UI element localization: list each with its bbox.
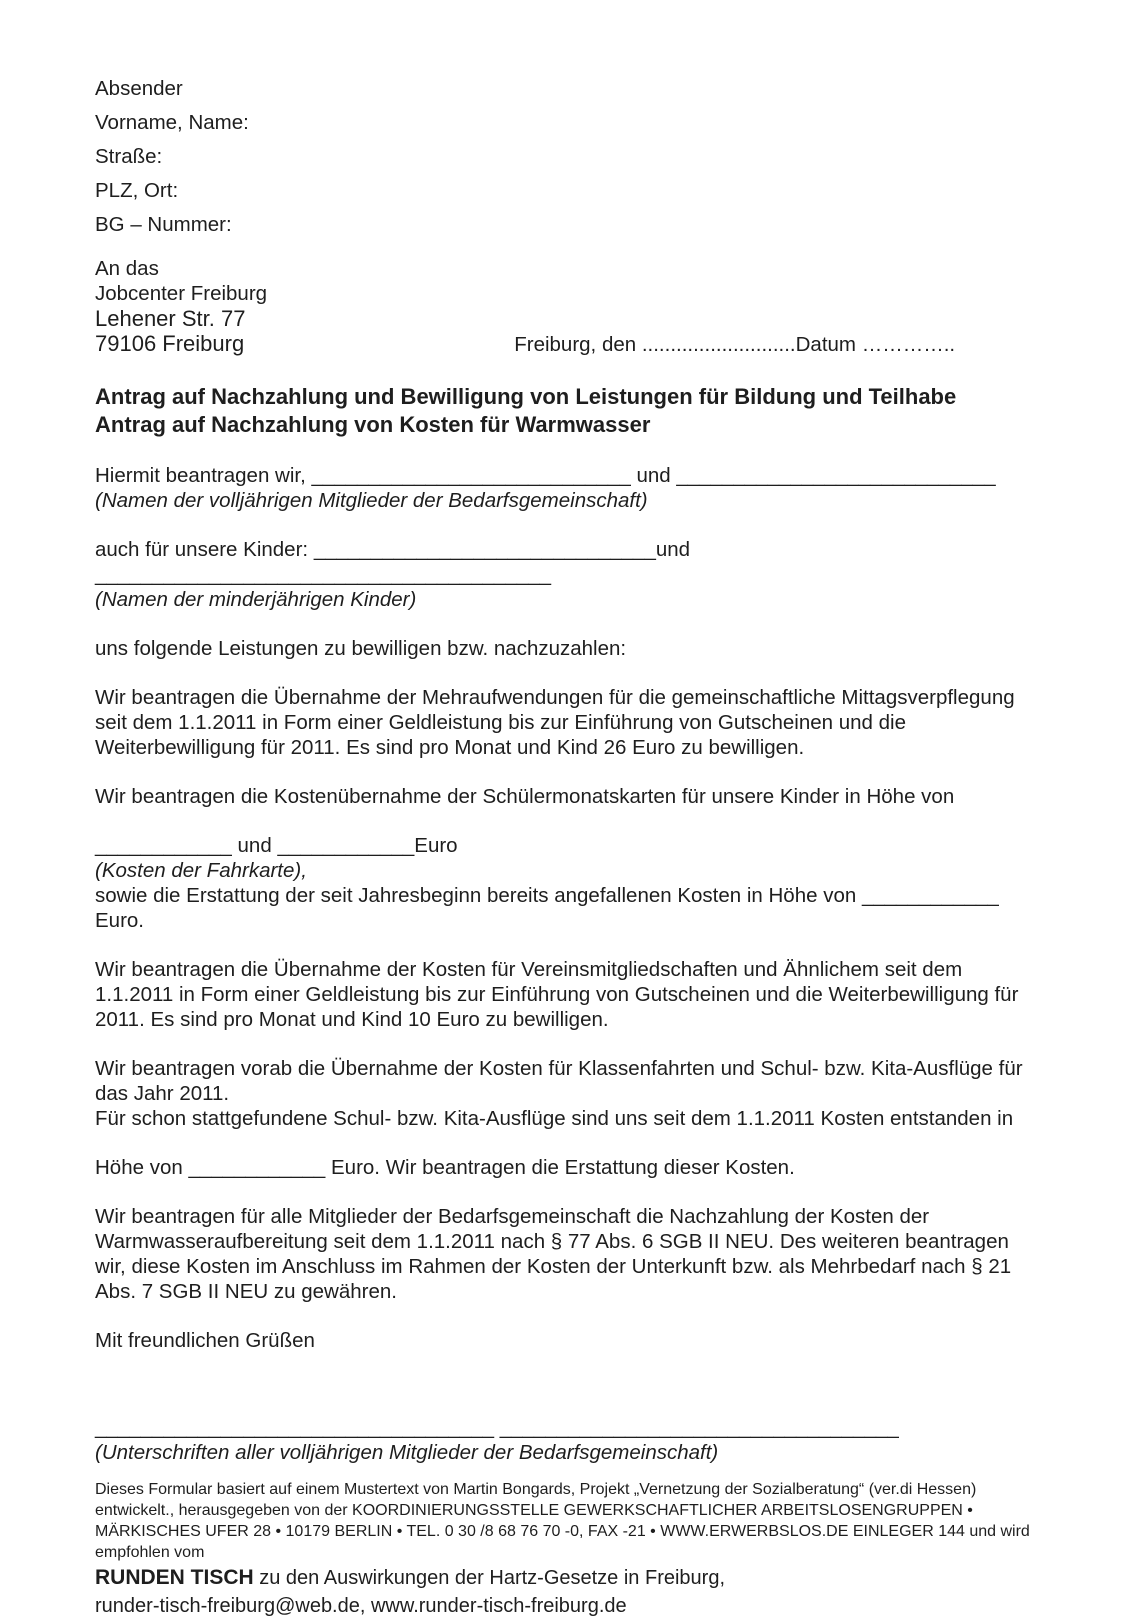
- trips-sentence-2: Für schon stattgefundene Schul- bzw. Kita-Ausflüge sind uns seit dem 1.1.2011 Kosten entstanden in: [95, 1107, 1014, 1130]
- subject-heading: [95, 383, 1039, 439]
- address-date-row: [95, 331, 1039, 357]
- applicants-conjunction: und: [636, 464, 671, 487]
- recipient-salutation: An das: [95, 257, 159, 280]
- trips-sentence-1: Wir beantragen vorab die Übernahme der Kosten für Klassenfahrten und Schul- bzw. Kita-Ausflüge für das Jahr 2011.: [95, 1057, 1023, 1105]
- sender-heading: Absender: [95, 77, 183, 100]
- footer-note: Dieses Formular basiert auf einem Mustertext von Martin Bongards, Projekt „Vernetzung der Sozialberatung“ (ver.di Hessen) entwickelt., herausgegeben von der KOORDINIERUNGSSTELLE GEWERKSCHAFTLICHER ARBEITSLOSENGRUPPEN • MÄRKISCHES UFER 28 • 10179 BERLIN • TEL. 0 30 /8 68 76 70 -0, FAX -21 • WWW.ERWERBSLOS.DE EINLEGER 144 und wird empfohlen vom: [95, 1481, 1030, 1561]
- clubs-paragraph: Wir beantragen die Übernahme der Kosten für Vereinsmitgliedschaften und Ähnlichem seit dem 1.1.2011 in Form einer Geldleistung bis zur Einführung von Gutscheinen und die Weiterbewilligung für 2011. Es sind pro Monat und Kind 10 Euro zu bewilligen.: [95, 958, 1019, 1031]
- ticket-refund-blank: ____________: [861, 884, 999, 907]
- ticket-conjunction: und: [237, 834, 272, 857]
- children-name-blank-2: ________________________________________: [95, 563, 552, 586]
- children-intro: auch für unsere Kinder:: [95, 538, 309, 561]
- warmwater-paragraph: Wir beantragen für alle Mitglieder der Bedarfsgemeinschaft die Nachzahlung der Kosten der Warmwasseraufbereitung seit dem 1.1.2011 nach § 77 Abs. 6 SGB II NEU. Des weiteren beantragen wir, diese Kosten im Anschluss im Rahmen der Kosten der Unterkunft bzw. als Mehrbedarf nach § 21 Abs. 7 SGB II NEU zu gewähren.: [95, 1205, 1012, 1303]
- children-section: [95, 537, 1039, 612]
- applicants-intro: Hiermit beantragen wir,: [95, 464, 306, 487]
- date-line: Freiburg, den ...........................Datum …………..: [514, 333, 956, 356]
- children-name-blank-1: ______________________________: [313, 538, 656, 561]
- ticket-amount-blank-2: ____________: [277, 834, 415, 857]
- ticket-amount-blank-1: ____________: [95, 834, 232, 857]
- signature-section: [95, 1415, 1039, 1465]
- applicants-section: [95, 463, 1039, 513]
- trips-amount-blank: ____________: [188, 1156, 326, 1179]
- sender-bg-number-label: BG – Nummer:: [95, 213, 232, 236]
- applicants-caption: (Namen der volljährigen Mitglieder der Bedarfsgemeinschaft): [95, 489, 648, 512]
- ticket-caption: (Kosten der Fahrkarte),: [95, 859, 307, 882]
- trips-paragraph: [95, 1056, 1039, 1131]
- ticket-cost-section: [95, 833, 1039, 933]
- ticket-euro-suffix: Euro: [414, 834, 458, 857]
- applicants-line: [95, 463, 1039, 488]
- trips-amount-rest: Euro. Wir beantragen die Erstattung dieser Kosten.: [331, 1156, 795, 1179]
- sender-city-label: PLZ, Ort:: [95, 179, 179, 202]
- applicant-name-blank-1: ____________________________: [311, 464, 631, 487]
- signature-caption: (Unterschriften aller volljährigen Mitglieder der Bedarfsgemeinschaft): [95, 1441, 719, 1464]
- applicant-name-blank-2: ____________________________: [676, 464, 996, 487]
- meals-paragraph: Wir beantragen die Übernahme der Mehraufwendungen für die gemeinschaftliche Mittagsverpflegung seit dem 1.1.2011 in Form einer Geldleistung bis zur Einführung von Gutscheinen und die Weiterbewilligung für 2011. Es sind pro Monat und Kind 26 Euro zu bewilligen.: [95, 686, 1015, 759]
- signature-blank-2: ___________________________________: [499, 1416, 899, 1439]
- footer-org-rest: zu den Auswirkungen der Hartz-Gesetze in Freiburg,: [259, 1567, 726, 1589]
- signature-line: [95, 1415, 1039, 1440]
- subject-line-2: Antrag auf Nachzahlung von Kosten für Warmwasser: [95, 412, 651, 437]
- recipient-street: Lehener Str. 77: [95, 306, 246, 331]
- trips-amount-line: [95, 1155, 1039, 1180]
- children-line: [95, 537, 1039, 587]
- ticket-refund-text: sowie die Erstattung der seit Jahresbeginn bereits angefallenen Kosten in Höhe von: [95, 884, 857, 907]
- ticket-amounts-line: [95, 833, 1039, 858]
- footer-org-name: RUNDEN TISCH: [95, 1566, 254, 1589]
- ticket-euro-line: Euro.: [95, 909, 144, 932]
- footer-org-line: [95, 1565, 1039, 1591]
- ticket-refund-line: [95, 883, 1039, 908]
- recipient-city: 79106 Freiburg: [95, 331, 245, 356]
- recipient-block: [95, 256, 1039, 357]
- sender-street-label: Straße:: [95, 145, 163, 168]
- children-caption: (Namen der minderjährigen Kinder): [95, 588, 417, 611]
- closing-line: Mit freundlichen Grüßen: [95, 1329, 315, 1352]
- sender-block: [95, 72, 1039, 242]
- tickets-intro-paragraph: Wir beantragen die Kostenübernahme der Schülermonatskarten für unsere Kinder in Höhe von: [95, 785, 955, 808]
- children-conjunction: und: [655, 538, 691, 561]
- trips-amount-intro: Höhe von: [95, 1156, 183, 1179]
- recipient-name: Jobcenter Freiburg: [95, 282, 268, 305]
- sender-name-label: Vorname, Name:: [95, 111, 249, 134]
- subject-line-1: Antrag auf Nachzahlung und Bewilligung von Leistungen für Bildung und Teilhabe: [95, 384, 957, 409]
- footer: [95, 1479, 1039, 1619]
- signature-blank-1: ___________________________________: [95, 1416, 495, 1439]
- lead-line: uns folgende Leistungen zu bewilligen bzw. nachzuzahlen:: [95, 637, 627, 660]
- footer-contact: runder-tisch-freiburg@web.de, www.runder-tisch-freiburg.de: [95, 1595, 627, 1617]
